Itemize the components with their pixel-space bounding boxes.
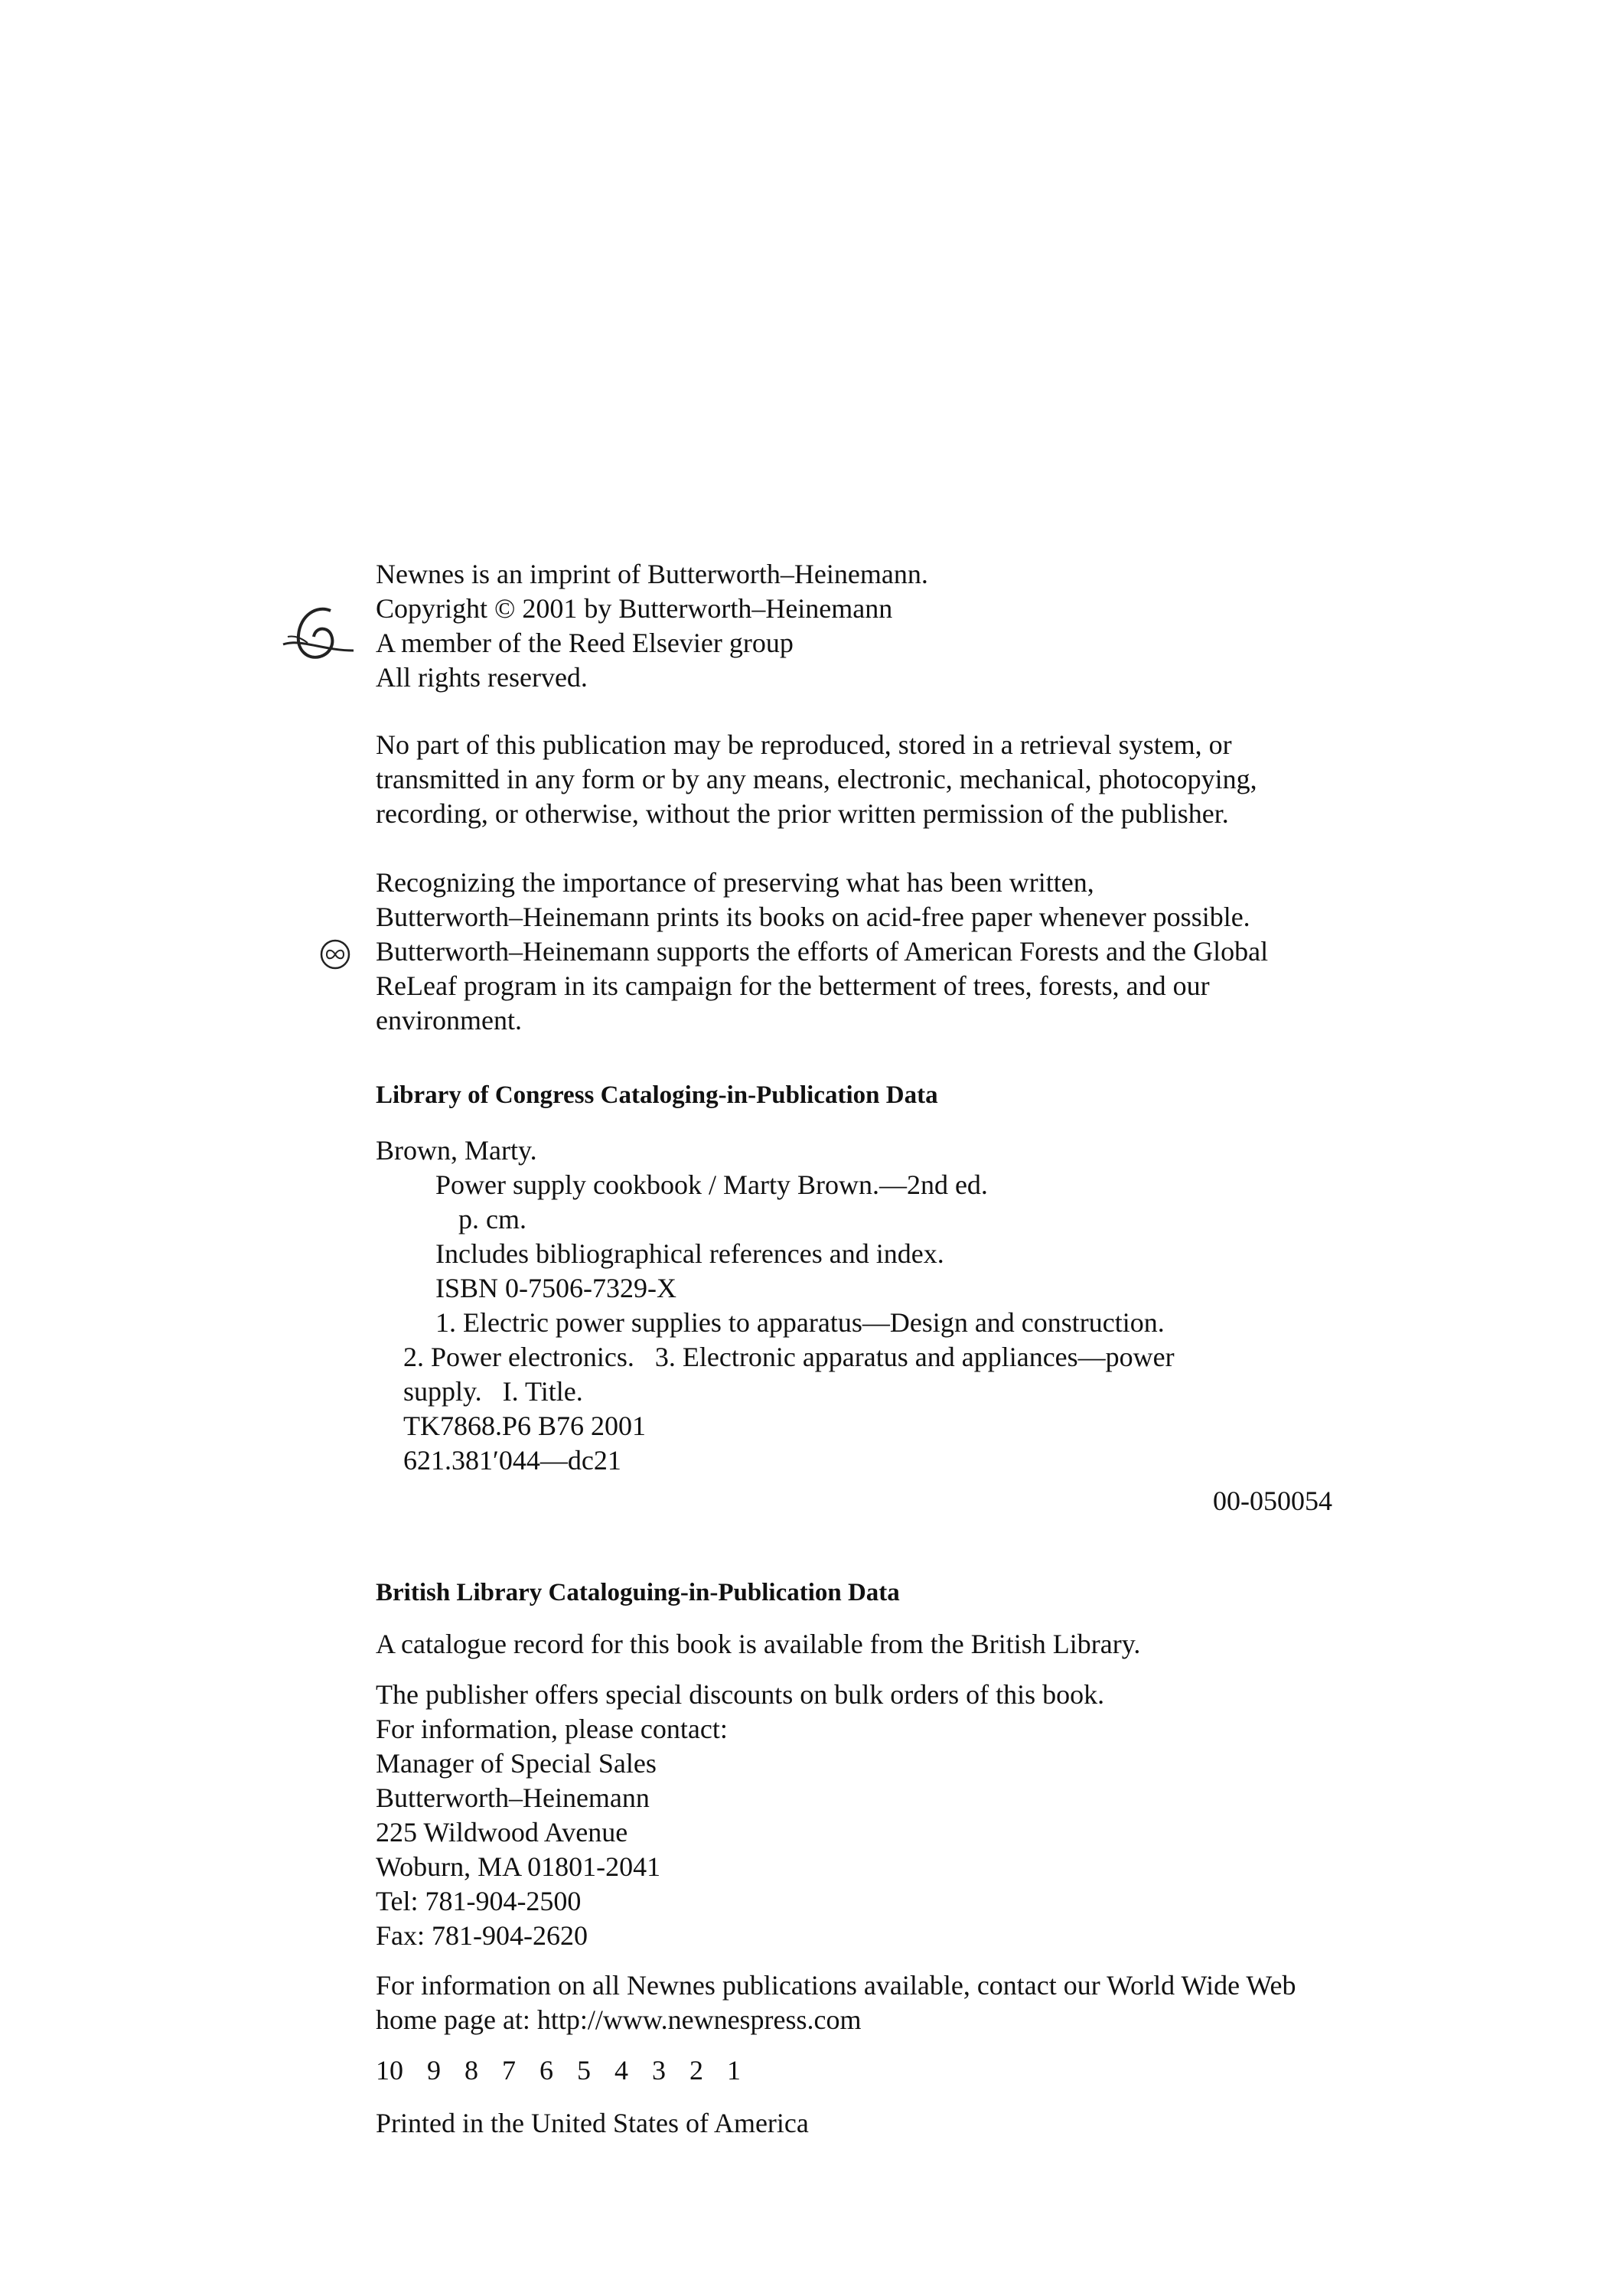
environment-line: Recognizing the importance of preserving what has been written, bbox=[376, 867, 1094, 898]
bl-cip-heading: British Library Cataloguing-in-Publication Data bbox=[376, 1579, 900, 1606]
cip-subject: 2. Power electronics. 3. Electronic apparatus and appliances—power bbox=[403, 1342, 1175, 1372]
cip-pcm: p. cm. bbox=[458, 1204, 526, 1234]
loc-control-number-row bbox=[376, 1484, 1462, 1518]
print-number: 8 bbox=[464, 2055, 478, 2086]
loc-cip-record bbox=[376, 1133, 1462, 1478]
cip-lcc: TK7868.P6 B76 2001 bbox=[403, 1411, 647, 1441]
printed-in-line: Printed in the United States of America bbox=[376, 2108, 809, 2138]
cip-ddc: 621.381′044—dc21 bbox=[403, 1445, 621, 1476]
cip-control-number: 00-050054 bbox=[1213, 1486, 1332, 1516]
contact-block bbox=[376, 1678, 1462, 1953]
environment-line: Butterworth–Heinemann supports the efforts of American Forests and the Global bbox=[376, 936, 1269, 967]
cip-subject: 1. Electric power supplies to apparatus—Design and construction. bbox=[435, 1307, 1165, 1338]
imprint-line: Newnes is an imprint of Butterworth–Heinemann. bbox=[376, 559, 928, 589]
cip-subject: supply. I. Title. bbox=[403, 1376, 583, 1407]
print-number: 9 bbox=[427, 2055, 441, 2086]
cip-isbn: ISBN 0-7506-7329-X bbox=[435, 1273, 676, 1303]
loc-cip-heading: Library of Congress Cataloging-in-Publication Data bbox=[376, 1081, 938, 1109]
web-block bbox=[376, 1968, 1462, 2037]
imprint-line: All rights reserved. bbox=[376, 662, 588, 693]
bl-cip-block bbox=[376, 1576, 1462, 1610]
rights-paragraph bbox=[376, 728, 1462, 831]
bl-cip-text-block bbox=[376, 1627, 1462, 1662]
copyright-line: Copyright © 2001 by Butterworth–Heinemann bbox=[376, 593, 893, 624]
print-number: 4 bbox=[614, 2055, 628, 2086]
print-number: 2 bbox=[689, 2055, 703, 2086]
publisher-logo-icon bbox=[277, 589, 361, 681]
rights-line: transmitted in any form or by any means, electronic, mechanical, photocopying, bbox=[376, 764, 1257, 794]
contact-line: Woburn, MA 01801-2041 bbox=[376, 1851, 661, 1882]
environment-line: environment. bbox=[376, 1005, 522, 1035]
contact-line: Manager of Special Sales bbox=[376, 1748, 657, 1779]
environment-line: Butterworth–Heinemann prints its books on acid-free paper whenever possible. bbox=[376, 902, 1250, 932]
contact-line: The publisher offers special discounts on bulk orders of this book. bbox=[376, 1679, 1105, 1710]
print-number-line bbox=[376, 2053, 1462, 2088]
loc-cip-block bbox=[376, 1078, 1462, 1113]
print-number: 3 bbox=[652, 2055, 666, 2086]
cip-title: Power supply cookbook / Marty Brown.—2nd ed. bbox=[435, 1169, 988, 1200]
contact-line: Tel: 781-904-2500 bbox=[376, 1886, 582, 1916]
web-url-line[interactable]: home page at: http://www.newnespress.com bbox=[376, 2004, 862, 2035]
contact-line: For information, please contact: bbox=[376, 1714, 728, 1744]
printed-in-block bbox=[376, 2106, 1462, 2141]
imprint-block bbox=[376, 557, 1462, 695]
print-number: 1 bbox=[727, 2055, 741, 2086]
environment-paragraph bbox=[376, 866, 1462, 1038]
web-line: For information on all Newnes publications available, contact our World Wide Web bbox=[376, 1970, 1296, 2001]
imprint-line: A member of the Reed Elsevier group bbox=[376, 628, 794, 658]
bl-cip-text: A catalogue record for this book is available from the British Library. bbox=[376, 1629, 1141, 1659]
contact-line: Fax: 781-904-2620 bbox=[376, 1920, 588, 1951]
acid-free-paper-icon bbox=[320, 939, 350, 970]
print-number: 10 bbox=[376, 2055, 403, 2086]
contact-line: 225 Wildwood Avenue bbox=[376, 1817, 628, 1848]
rights-line: No part of this publication may be reproduced, stored in a retrieval system, or bbox=[376, 729, 1232, 760]
environment-line: ReLeaf program in its campaign for the betterment of trees, forests, and our bbox=[376, 970, 1210, 1001]
print-number: 6 bbox=[539, 2055, 553, 2086]
cip-author: Brown, Marty. bbox=[376, 1135, 537, 1166]
print-number: 5 bbox=[577, 2055, 591, 2086]
cip-includes: Includes bibliographical references and index. bbox=[435, 1238, 944, 1269]
contact-line: Butterworth–Heinemann bbox=[376, 1782, 650, 1813]
print-number: 7 bbox=[502, 2055, 516, 2086]
rights-line: recording, or otherwise, without the prior written permission of the publisher. bbox=[376, 798, 1229, 829]
